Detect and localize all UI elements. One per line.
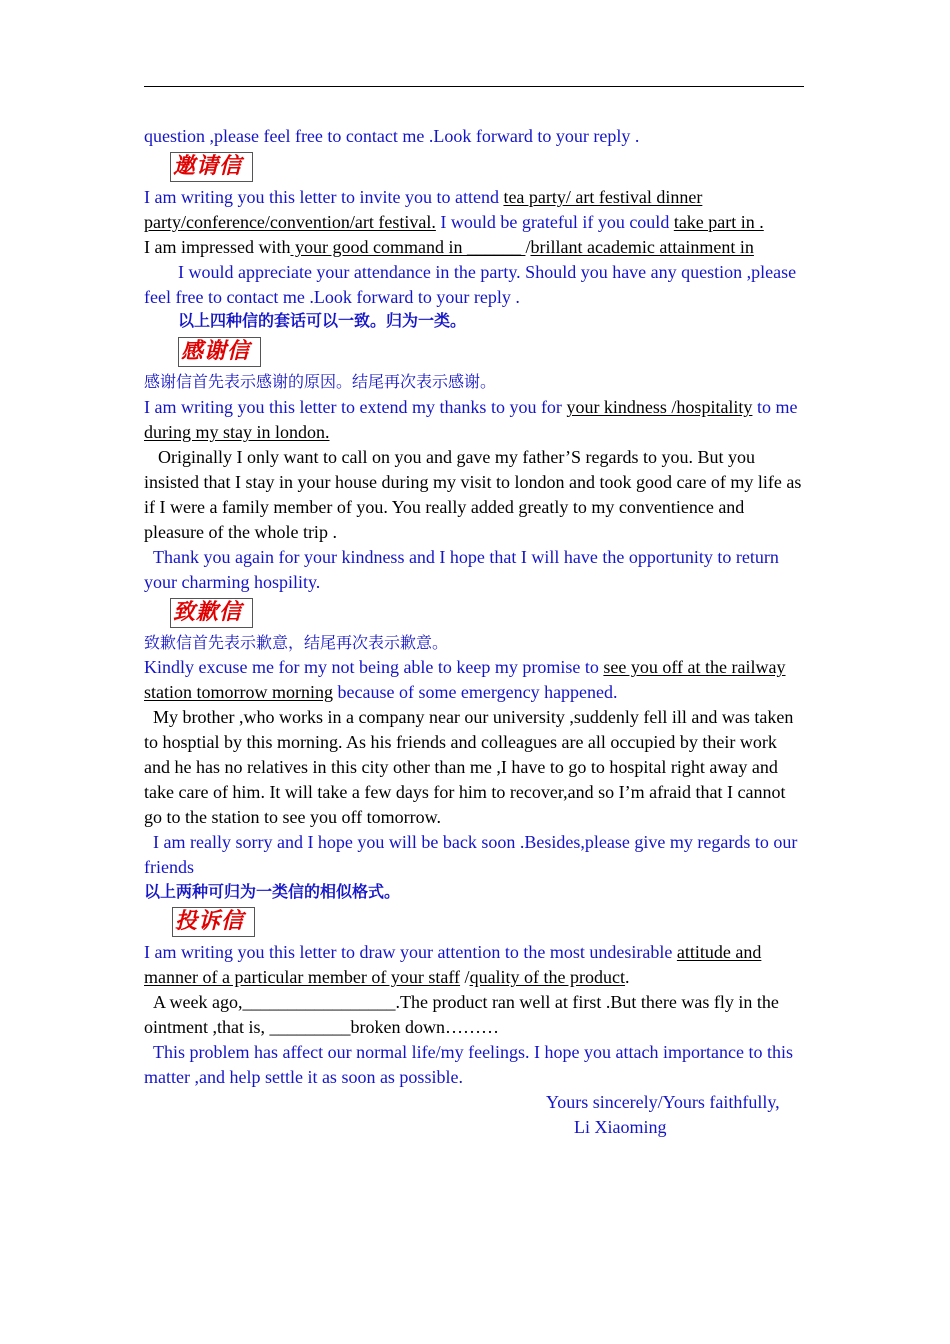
apology-paragraph-1: [144, 655, 806, 705]
apology-body: My brother ,who works in a company near our university ,suddenly fell ill and was taken to hosptial by this morning. As his friends and colleagues are all occupied by their work and he has no relatives in this city other than me ,I have to go to hospital right away and take care of him. It will take a few days for him to recover,and so I’m afraid that I cannot go to the station to see you off tomorrow.: [144, 707, 794, 827]
complaint-signoff: Yours sincerely/Yours faithfully,: [546, 1091, 780, 1112]
invitation-l2-underline-1: your good command in ______: [290, 236, 526, 257]
complaint-heading: 投诉信: [172, 907, 255, 937]
invitation-l1-text-b: I would be grateful if you could: [435, 211, 674, 232]
complaint-signature-name: Li Xiaoming: [574, 1116, 667, 1137]
invitation-l1-underline-1: tea party/ art festival dinner party/conference/convention/art festival.: [144, 186, 703, 232]
thanks-l1-text-a: I am writing you this letter to extend my thanks to you for: [144, 397, 567, 418]
complaint-l1-underline-2: quality of the product: [469, 967, 626, 988]
apology-l1-underline: see you off at the railway station tomorrow morning: [144, 657, 786, 703]
thanks-heading-row: [144, 334, 806, 370]
apology-description: 致歉信首先表示歉意，结尾再次表示歉意。: [144, 632, 449, 652]
thanks-l1-underline-1: your kindness /hospitality: [566, 397, 753, 418]
complaint-body: A week ago,_________________.The product ran well at first .But there was fly in the ointment ,that is, _________broken down………: [144, 992, 779, 1038]
complaint-l1-underline-1: attitude and manner of a particular member of your staff: [144, 942, 762, 988]
thanks-description: 感谢信首先表示感谢的原因。结尾再次表示感谢。: [144, 372, 497, 392]
intro-closing: question ,please feel free to contact me .Look forward to your reply .: [144, 126, 640, 146]
apology-closing: I am really sorry and I hope you will be back soon .Besides,please give my regards to our friends: [144, 831, 798, 877]
invitation-l2-text-b: /: [525, 236, 531, 257]
invitation-paragraph-1: [144, 185, 806, 235]
thanks-paragraph-1: [144, 395, 806, 445]
complaint-heading-row: [144, 904, 806, 940]
invitation-paragraph-3: I would appreciate your attendance in the party. Should you have any question ,please feel free to contact me .Look forward to your reply .: [144, 261, 797, 307]
invitation-heading-row: [144, 149, 806, 185]
apology-note: 以上两种可归为一类信的相似格式。: [144, 881, 401, 901]
thanks-heading: 感谢信: [178, 337, 261, 367]
invitation-l2-text-a: I am impressed with: [144, 236, 291, 257]
invitation-note: 以上四种信的套话可以一致。归为一类。: [178, 311, 467, 331]
thanks-l1-underline-2: during my stay in london.: [144, 422, 330, 443]
invitation-l2-underline-2: brillant academic attainment in: [530, 236, 754, 257]
invitation-l1-text-a: I am writing you this letter to invite you to attend: [144, 186, 504, 207]
complaint-l1-text-b: /: [460, 967, 470, 988]
invitation-paragraph-2: [144, 235, 806, 260]
thanks-body: Originally I only want to call on you and gave my father’S regards to you. But you insisted that I stay in your house during my visit to london and took good care of my life as if I were a family member of you. You really added greatly to my conventience and pleasure of the whole trip .: [144, 447, 802, 542]
complaint-closing: This problem has affect our normal life/my feelings. I hope you attach importance to this matter ,and help settle it as soon as possible.: [144, 1042, 793, 1087]
thanks-l1-text-b: to me: [752, 397, 798, 418]
document-body: [144, 124, 806, 1140]
invitation-l1-underline-2: take part in .: [673, 211, 764, 232]
apology-l1-text-b: because of some emergency happened.: [332, 682, 618, 703]
complaint-l1-text-a: I am writing you this letter to draw your attention to the most undesirable: [144, 942, 677, 963]
apology-l1-text-a: Kindly excuse me for my not being able to keep my promise to: [144, 657, 604, 678]
invitation-heading: 邀请信: [170, 152, 253, 182]
apology-heading: 致歉信: [170, 598, 253, 628]
complaint-paragraph-1: [144, 940, 806, 990]
header-rule: [144, 86, 804, 87]
apology-heading-row: [144, 595, 806, 631]
thanks-closing: Thank you again for your kindness and I hope that I will have the opportunity to return your charming hospility.: [144, 546, 779, 592]
complaint-l1-text-c: .: [625, 967, 630, 988]
